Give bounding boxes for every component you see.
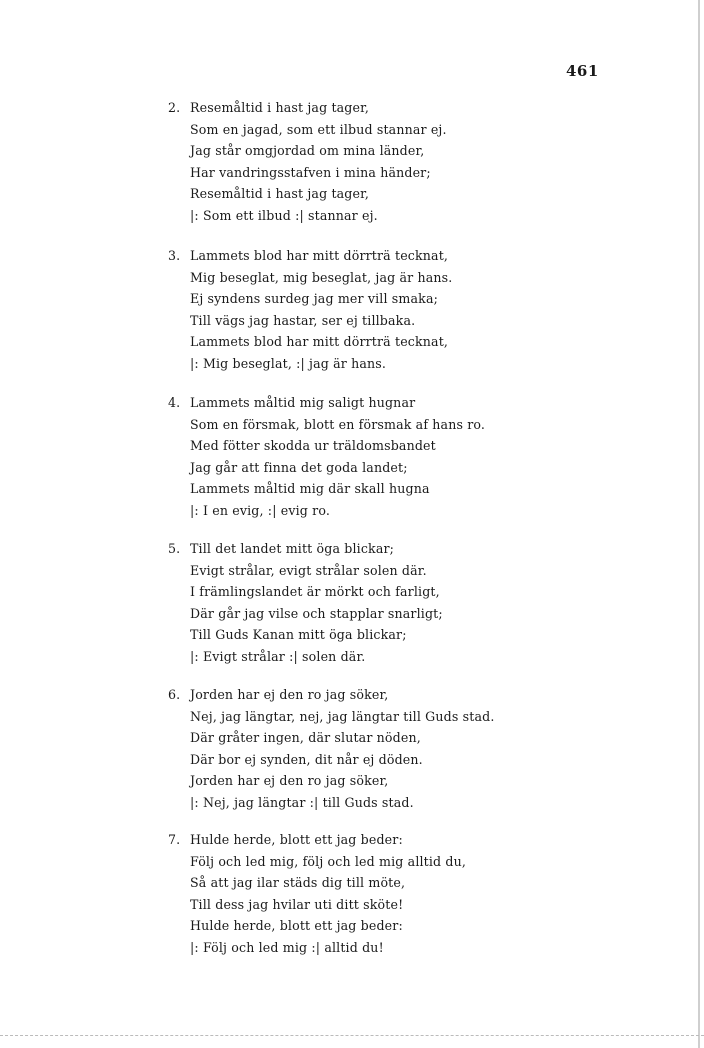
verse-line: Följ och led mig, följ och led mig alltid du, [190, 853, 467, 869]
verse-line: Till dess jag hvilar uti ditt sköte! [190, 896, 404, 912]
verse-line: Lammets blod har mitt dörrträ tecknat, [190, 334, 449, 350]
verse-4 [168, 392, 688, 522]
verse-line: Nej, jag längtar, nej, jag längtar till Guds stad. [190, 708, 495, 724]
verse-line: Har vandringsstafven i mina händer; [190, 164, 431, 180]
verse-5 [168, 538, 688, 668]
verse-line: Lammets måltid mig där skall hugna [190, 481, 430, 497]
verse-line-text: Resemåltid i hast jag tager, [190, 100, 370, 115]
verse-line: Mig beseglat, mig beseglat, jag är hans. [190, 269, 453, 285]
verse-line: Jag står omgjordad om mina länder, [190, 143, 425, 159]
verse-line: Till vägs jag hastar, ser ej tillbaka. [190, 312, 416, 328]
verse-line: Hulde herde, blott ett jag beder: [190, 918, 403, 934]
verse-refrain: |: Evigt strålar :| solen där. [190, 648, 366, 664]
verse-line-text: Hulde herde, blott ett jag beder: [190, 832, 403, 847]
verse-line: Där går jag vilse och stapplar snarligt; [190, 605, 443, 621]
verse-number: 6. [168, 687, 181, 702]
verse-line: Där gråter ingen, där slutar nöden, [190, 730, 421, 746]
verse-line-text: Lammets blod har mitt dörrträ tecknat, [190, 248, 449, 263]
verse-line: I främlingslandet är mörkt och farligt, [190, 584, 440, 600]
verse-line-text: Jorden har ej den ro jag söker, [190, 687, 389, 702]
verse-refrain: |: Följ och led mig :| alltid du! [190, 939, 384, 955]
verse-line: Så att jag ilar städs dig till möte, [190, 875, 406, 891]
verse-line-first [168, 538, 688, 560]
verse-line: Jag går att finna det goda landet; [190, 459, 408, 475]
verse-number: 5. [168, 541, 181, 556]
verse-line: Som en jagad, som ett ilbud stannar ej. [190, 121, 447, 137]
verse-number: 3. [168, 248, 181, 263]
verse-line: Till Guds Kanan mitt öga blickar; [190, 627, 407, 643]
verse-number: 4. [168, 395, 181, 410]
verse-line: Där bor ej synden, dit når ej döden. [190, 751, 423, 767]
verse-number: 7. [168, 832, 181, 847]
verse-2 [168, 97, 688, 227]
verse-line-text: Till det landet mitt öga blickar; [190, 541, 395, 556]
verse-refrain: |: I en evig, :| evig ro. [190, 502, 330, 518]
verse-7 [168, 829, 688, 959]
verse-line-first [168, 392, 688, 414]
verse-3 [168, 245, 688, 375]
page-number: 461 [566, 62, 599, 80]
verse-refrain: |: Nej, jag längtar :| till Guds stad. [190, 794, 414, 810]
verse-line-first [168, 97, 688, 119]
verse-number: 2. [168, 100, 181, 115]
verse-6 [168, 684, 688, 814]
verse-line-first [168, 245, 688, 267]
verse-line: Ej syndens surdeg jag mer vill smaka; [190, 291, 438, 307]
verse-refrain: |: Som ett ilbud :| stannar ej. [190, 207, 378, 223]
verse-line-text: Lammets måltid mig saligt hugnar [190, 395, 416, 410]
verse-line: Med fötter skodda ur träldomsbandet [190, 438, 436, 454]
page-edge-right [698, 0, 700, 1048]
verse-line-first [168, 684, 688, 706]
verse-refrain: |: Mig beseglat, :| jag är hans. [190, 355, 387, 371]
verse-line: Som en försmak, blott en försmak af hans ro. [190, 416, 486, 432]
verse-line: Jorden har ej den ro jag söker, [190, 773, 389, 789]
verse-line: Resemåltid i hast jag tager, [190, 186, 370, 202]
page-edge-bottom [0, 1035, 704, 1036]
verse-line: Evigt strålar, evigt strålar solen där. [190, 562, 427, 578]
verse-line-first [168, 829, 688, 851]
